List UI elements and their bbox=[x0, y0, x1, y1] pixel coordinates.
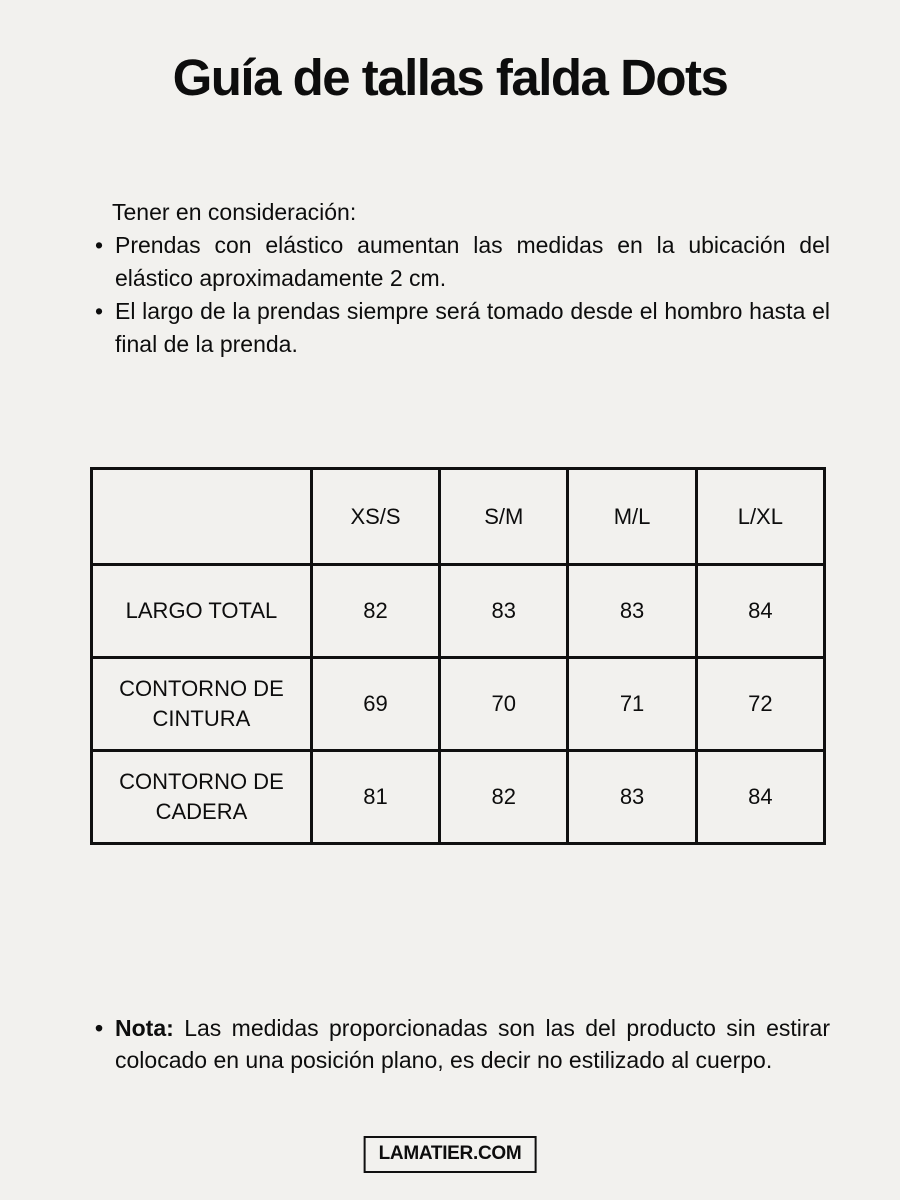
value-cell: 83 bbox=[568, 565, 696, 658]
brand-text: LAMATIER.COM bbox=[378, 1143, 522, 1164]
table-header-row bbox=[92, 469, 825, 565]
note-body: Las medidas proporcionadas son las del producto sin estirar colocado en una posición plano, es decir no estilizado al cuerpo. bbox=[115, 1015, 830, 1073]
page-title: Guía de tallas falda Dots bbox=[172, 49, 728, 106]
table-header-cell: S/M bbox=[440, 469, 568, 565]
considerations-heading: Tener en consideración: bbox=[112, 199, 357, 225]
value-cell: 70 bbox=[440, 658, 568, 751]
list-item bbox=[90, 295, 830, 361]
note-label: Nota: bbox=[115, 1015, 174, 1041]
table-header-cell: L/XL bbox=[696, 469, 824, 565]
value-cell: 71 bbox=[568, 658, 696, 751]
bullet-icon: • bbox=[95, 232, 104, 258]
bullet-icon: • bbox=[95, 1015, 104, 1041]
table-row bbox=[92, 658, 825, 751]
table-row bbox=[92, 565, 825, 658]
list-item bbox=[90, 1013, 830, 1076]
considerations-section bbox=[90, 196, 830, 361]
value-cell: 82 bbox=[311, 565, 439, 658]
table-row bbox=[92, 751, 825, 844]
row-label-cell: LARGO TOTAL bbox=[92, 565, 312, 658]
brand-badge bbox=[364, 1136, 537, 1173]
bullet-icon: • bbox=[95, 298, 104, 324]
note-section bbox=[90, 1013, 830, 1076]
value-cell: 82 bbox=[440, 751, 568, 844]
table-corner-cell bbox=[92, 469, 312, 565]
table-header-cell: M/L bbox=[568, 469, 696, 565]
value-cell: 83 bbox=[440, 565, 568, 658]
value-cell: 81 bbox=[311, 751, 439, 844]
value-cell: 72 bbox=[696, 658, 824, 751]
value-cell: 69 bbox=[311, 658, 439, 751]
consideration-text: El largo de la prendas siempre será tomado desde el hombro hasta el final de la prenda. bbox=[115, 298, 830, 357]
table-header-cell: XS/S bbox=[311, 469, 439, 565]
size-table bbox=[90, 467, 826, 845]
value-cell: 84 bbox=[696, 751, 824, 844]
row-label-cell: CONTORNO DE CADERA bbox=[92, 751, 312, 844]
list-item bbox=[90, 229, 830, 295]
note-text bbox=[115, 1013, 830, 1076]
value-cell: 83 bbox=[568, 751, 696, 844]
consideration-text: Prendas con elástico aumentan las medidas en la ubicación del elástico aproximadamente 2 cm. bbox=[115, 232, 830, 291]
value-cell: 84 bbox=[696, 565, 824, 658]
row-label-cell: CONTORNO DE CINTURA bbox=[92, 658, 312, 751]
